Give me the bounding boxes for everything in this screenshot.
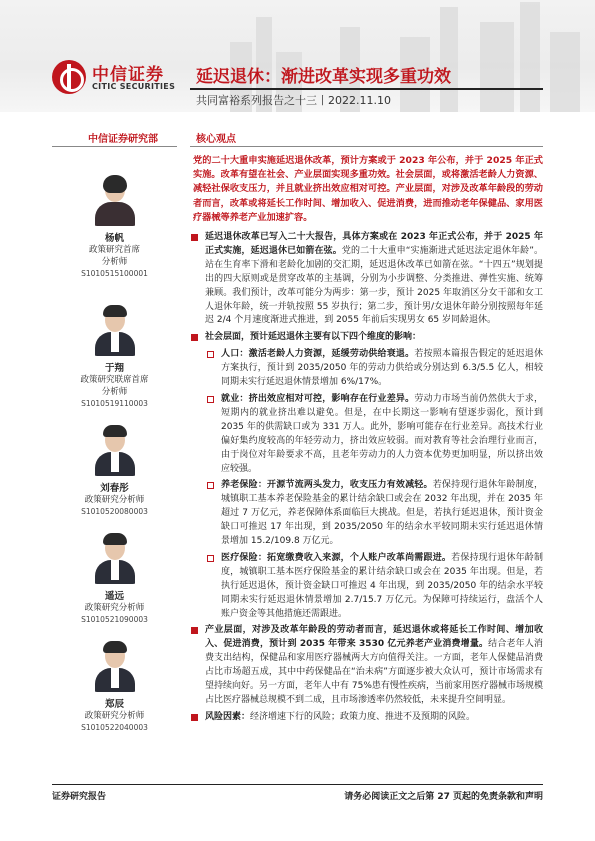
avatar xyxy=(93,304,137,356)
hollow-square-icon xyxy=(207,351,214,358)
avatar xyxy=(93,174,137,226)
analyst-name: 于翔 xyxy=(104,363,124,374)
sub-bullet-text: 劳动力市场当前仍然供大于求，短期内的就业挤出难以避免。但是，在中长期这一影响有望逐步弱化，预计到 2035 年的供需缺口或为 331 万人。此外，影响可能存在行业差异。高技术行业偏好集约度较高的年轻劳动力，挤出效应较弱。而对教育等社会治理行业而言，由于岗位对年龄要求不高，且老年劳动力的人力资本优势更加明显，所以挤出效应较强。 xyxy=(221,393,543,474)
sub-bullet xyxy=(191,393,543,476)
bullet-bold: 延迟退休改革已写入二十大报告，具体方案或在 2023 年正式公布，并于 2025 年正式实施，延迟退休已如箭在弦。 xyxy=(205,232,543,256)
bullet-paragraph xyxy=(191,711,543,725)
analyst-id: S1010521090003 xyxy=(81,615,148,624)
analyst-role: 分析师 xyxy=(101,257,128,267)
analyst-role: 政策研究联席首席 xyxy=(80,375,149,385)
bullet-text: 党的二十大重申“实施渐进式延迟法定退休年龄”。站在生育率下滑和老龄化加剧的交汇期，延迟退休改革已如箭在弦。“十四五”规划提出的四大原则或是贯穿改革的主基调，分别为小步调整、分类推进、弹性实施、统筹兼顾。我们预计，改革可能分为两步：第一步，预计 2025 年取消区分女干部和女工人退休年龄，统一并轨按照 55 岁执行；第二步，预计男/女退休年龄分别按照每年延迟 2/4 个月速度渐进式推进，到 2055 年前后实现男女 65 岁同龄退休。 xyxy=(205,245,543,326)
bullet-text: 经济增速下行的风险；政策力度、推进不及预期的风险。 xyxy=(250,711,476,722)
left-divider xyxy=(52,146,177,147)
title-divider xyxy=(190,88,543,90)
logo-text-cn: 中信证券 xyxy=(92,65,164,85)
summary-paragraph: 党的二十大重申实施延迟退休改革，预计方案或于 2023 年公布，并于 2025 年正式实施。改革有望在社会、产业层面实现多重功效。社会层面，或将激活老龄人力资源、减轻社保收支压力，并且就业挤出效应相对可控。产业层面，对涉及改革年龄段的劳动者而言，改革或将延长工作时间、增加收入、促进消费，进而推动老年保健品、家用医疗器械等养老产业加速扩容。 xyxy=(193,155,543,223)
footer-label: 证券研究报告 xyxy=(52,792,107,802)
hollow-square-icon xyxy=(207,555,214,562)
bullet-paragraph xyxy=(191,231,543,328)
footer-disclaimer: 请务必阅读正文之后第 27 页起的免责条款和声明 xyxy=(344,792,543,802)
sub-bullet-bold: 医疗保险：拓宽缴费收入来源，个人账户改革尚需跟进。 xyxy=(221,552,452,563)
analyst-id: S1010519110003 xyxy=(81,399,148,408)
analyst-name: 刘春彤 xyxy=(100,483,129,494)
analyst-card xyxy=(52,532,177,624)
sub-bullet xyxy=(191,479,543,549)
analyst-card xyxy=(52,304,177,408)
report-title: 延迟退休：渐进改革实现多重功效 xyxy=(196,67,451,87)
analyst-name: 杨帆 xyxy=(104,233,124,244)
report-body xyxy=(191,231,543,728)
analyst-role: 政策研究分析师 xyxy=(84,711,145,721)
analyst-role: 政策研究首席 xyxy=(88,245,140,255)
bullet-icon xyxy=(191,234,198,241)
analyst-id: S1010515100001 xyxy=(81,269,148,278)
bullet-paragraph xyxy=(191,624,543,707)
sub-bullet-text: 若保持现行退休年龄制度，城镇职工基本养老保险基金的累计结余缺口或会在 2032 年出现，并在 2035 年超过 7 万亿元，养老保障体系面临巨大挑战。但是，若执行延迟退休，预计资金缺口可推迟 17 年出现，到 2035/2050 年的结余水平较同期未实行延迟退休情景增加 15.2/109.8 万亿元。 xyxy=(221,480,543,547)
analyst-name: 郑辰 xyxy=(104,699,124,710)
citic-logo xyxy=(52,58,184,98)
sub-bullet-bold: 就业：挤出效应相对可控，影响存在行业差异。 xyxy=(221,393,415,404)
sub-bullet xyxy=(191,348,543,390)
analyst-id: S1010520080003 xyxy=(81,507,148,516)
avatar xyxy=(93,640,137,692)
analyst-id: S1010522040003 xyxy=(81,723,148,732)
bullet-icon xyxy=(191,334,198,341)
hollow-square-icon xyxy=(207,482,214,489)
analyst-name: 遥远 xyxy=(104,591,124,602)
sub-bullet-bold: 养老保险：开源节流两头发力，收支压力有效减轻。 xyxy=(221,480,433,491)
sub-bullet xyxy=(191,552,543,622)
analyst-role: 分析师 xyxy=(101,387,128,397)
sub-bullet-text: 若按照本篇报告假定的延迟退休方案执行，预计到 2035/2050 年的劳动力供给或分别达到 6.3/5.5 亿人，相较同期未实行延迟退休情景增加 6%/17%。 xyxy=(221,349,543,388)
report-subtitle: 共同富裕系列报告之十三丨2022.11.10 xyxy=(196,94,391,107)
analyst-card xyxy=(52,640,177,732)
bullet-bold: 风险因素： xyxy=(205,711,251,722)
analyst-role: 政策研究分析师 xyxy=(84,603,145,613)
right-divider xyxy=(190,146,543,147)
bullet-icon xyxy=(191,627,198,634)
citic-logo-icon xyxy=(52,60,86,94)
bullet-bold: 产业层面，对涉及改革年龄段的劳动者而言，延迟退休或将延长工作时间、增加收入、促进消费，预计到 2035 年带来 3530 亿元养老产业消费增量。 xyxy=(205,625,543,650)
analyst-role: 政策研究分析师 xyxy=(84,495,145,505)
department-label: 中信证券研究部 xyxy=(88,134,158,145)
bullet-text: 结合老年人消费支出结构，保健品和家用医疗器械两大方向值得关注。一方面，老年人保健品消费占比市场超五成，其中中药保健品在“治未病”方面逐步被大众认可，预计市场需求有望持续向好。另一方面，老年人中有 75%患有慢性疾病，当前家用医疗器械市场规模占比医疗器械总规模不到二成，且市场渗透率仍然较低，未来提升空间明显。 xyxy=(205,639,543,705)
bullet-icon xyxy=(191,714,198,721)
logo-text-en: CITIC SECURITIES xyxy=(92,82,176,91)
footer-divider xyxy=(52,784,543,785)
analyst-card xyxy=(52,424,177,516)
bullet-bold: 社会层面，预计延迟退休主要有以下四个维度的影响： xyxy=(205,332,422,343)
sub-bullet-bold: 人口：激活老龄人力资源，延缓劳动供给衰退。 xyxy=(221,349,415,360)
bullet-paragraph xyxy=(191,331,543,345)
avatar xyxy=(93,532,137,584)
hollow-square-icon xyxy=(207,396,214,403)
section-title: 核心观点 xyxy=(196,134,236,145)
sub-bullet-text: 若保持现行退休年龄制度，城镇职工基本医疗保险基金的累计结余缺口或会在 2035 年出现。但是，若执行延迟退休，预计资金缺口可推迟 4 年出现，到 2035/2050 年的结余水平较同期未实行延迟退休情景增加 2.7/15.7 万亿元。为保障可持续运行，盘活个人账户资金等其他措施还需跟进。 xyxy=(221,552,543,619)
avatar xyxy=(93,424,137,476)
analyst-card xyxy=(52,174,177,278)
